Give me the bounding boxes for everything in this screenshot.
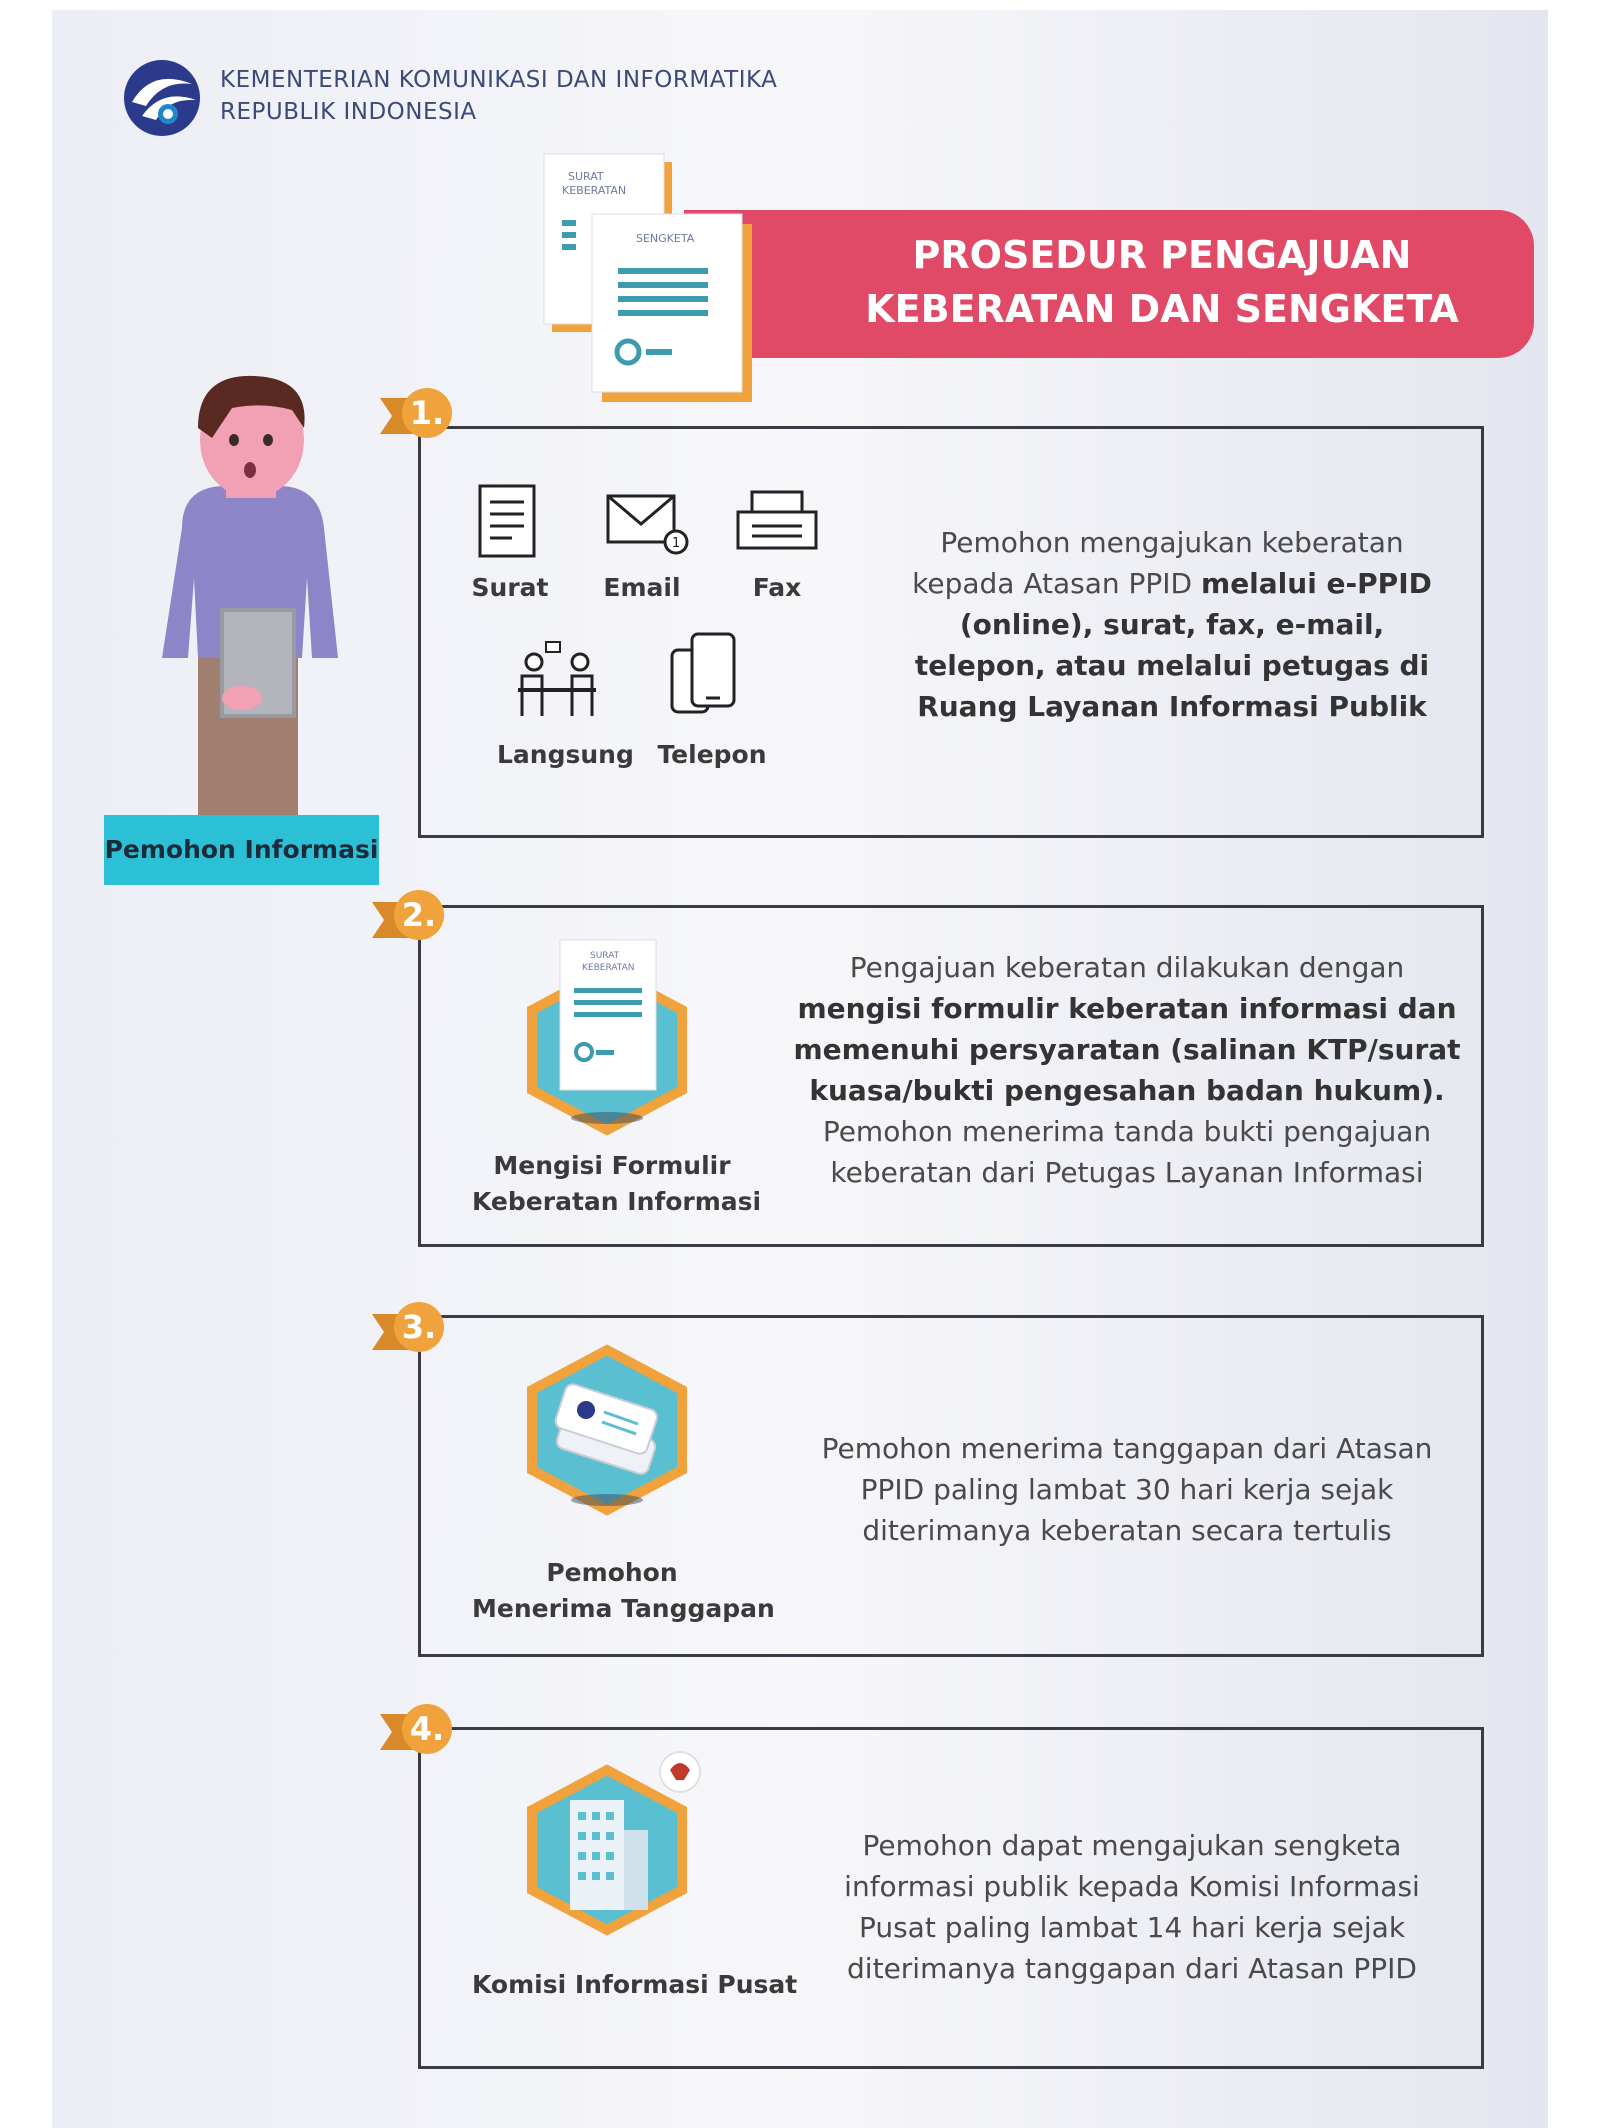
ministry-name-line1: KEMENTERIAN KOMUNIKASI DAN INFORMATIKA [220, 67, 778, 93]
step-3-number: 3. [394, 1302, 444, 1352]
letter-icon [472, 482, 542, 562]
step-4-number: 4. [402, 1704, 452, 1754]
step-1-number: 1. [402, 388, 452, 438]
infographic-page [52, 10, 1548, 2128]
form-doc-title: SURAT [590, 951, 620, 961]
kominfo-logo [122, 58, 202, 138]
step-4-description: Pemohon dapat mengajukan sengketa informasi publik kepada Komisi Informasi Pusat paling lambat 14 hari kerja sejak diterimanya tanggapan dari Atasan PPID [844, 1829, 1420, 1985]
step-1-description: Pemohon mengajukan keberatan kepada Atasan PPID melalui e-PPID (online), surat, fax, e-mail, telepon, atau melalui petugas di Ruang Layanan Informasi Publik [912, 526, 1432, 723]
response-hexagon-icon [512, 1340, 702, 1530]
ministry-name-line2: REPUBLIK INDONESIA [220, 99, 477, 125]
applicant-person-illustration [142, 358, 392, 818]
page-title: PROSEDUR PENGAJUAN KEBERATAN DAN SENGKETA [865, 233, 1459, 331]
email-icon [604, 490, 694, 560]
form-hexagon-icon [512, 930, 702, 1150]
documents-illustration [538, 142, 778, 402]
channel-langsung: Langsung [497, 740, 634, 769]
channel-fax: Fax [752, 573, 802, 602]
commission-building-hexagon-icon [512, 1750, 732, 1950]
channel-telepon: Telepon [657, 740, 767, 769]
step-2-number: 2. [394, 890, 444, 940]
step-4-label: Komisi Informasi Pusat [472, 1970, 798, 1999]
step-3-label: Pemohon Menerima Tanggapan [472, 1558, 775, 1623]
svg-text:KEBERATAN: KEBERATAN [562, 184, 627, 197]
doc1-title: SURAT [568, 170, 604, 183]
svg-text:KEBERATAN: KEBERATAN [582, 963, 635, 973]
step-3-description: Pemohon menerima tanggapan dari Atasan PPID paling lambat 30 hari kerja sejak diterimanya keberatan secara tertulis [821, 1432, 1433, 1547]
channel-surat: Surat [471, 573, 549, 602]
fax-icon [732, 488, 822, 558]
doc2-title: SENGKETA [636, 232, 695, 245]
channel-email: Email [603, 573, 681, 602]
meeting-icon [512, 640, 602, 720]
step-2-description: Pengajuan keberatan dilakukan dengan mengisi formulir keberatan informasi dan memenuhi persyaratan (salinan KTP/surat kuasa/bukti pengesahan badan hukum). Pemohon menerima tanda bukti pengajuan keberatan dari Petugas Layanan Informasi [793, 951, 1461, 1189]
phone-icon [666, 630, 746, 720]
svg-text:1: 1 [672, 536, 681, 551]
applicant-label: Pemohon Informasi [104, 815, 379, 885]
step-2-label: Mengisi Formulir Keberatan Informasi [472, 1151, 762, 1216]
